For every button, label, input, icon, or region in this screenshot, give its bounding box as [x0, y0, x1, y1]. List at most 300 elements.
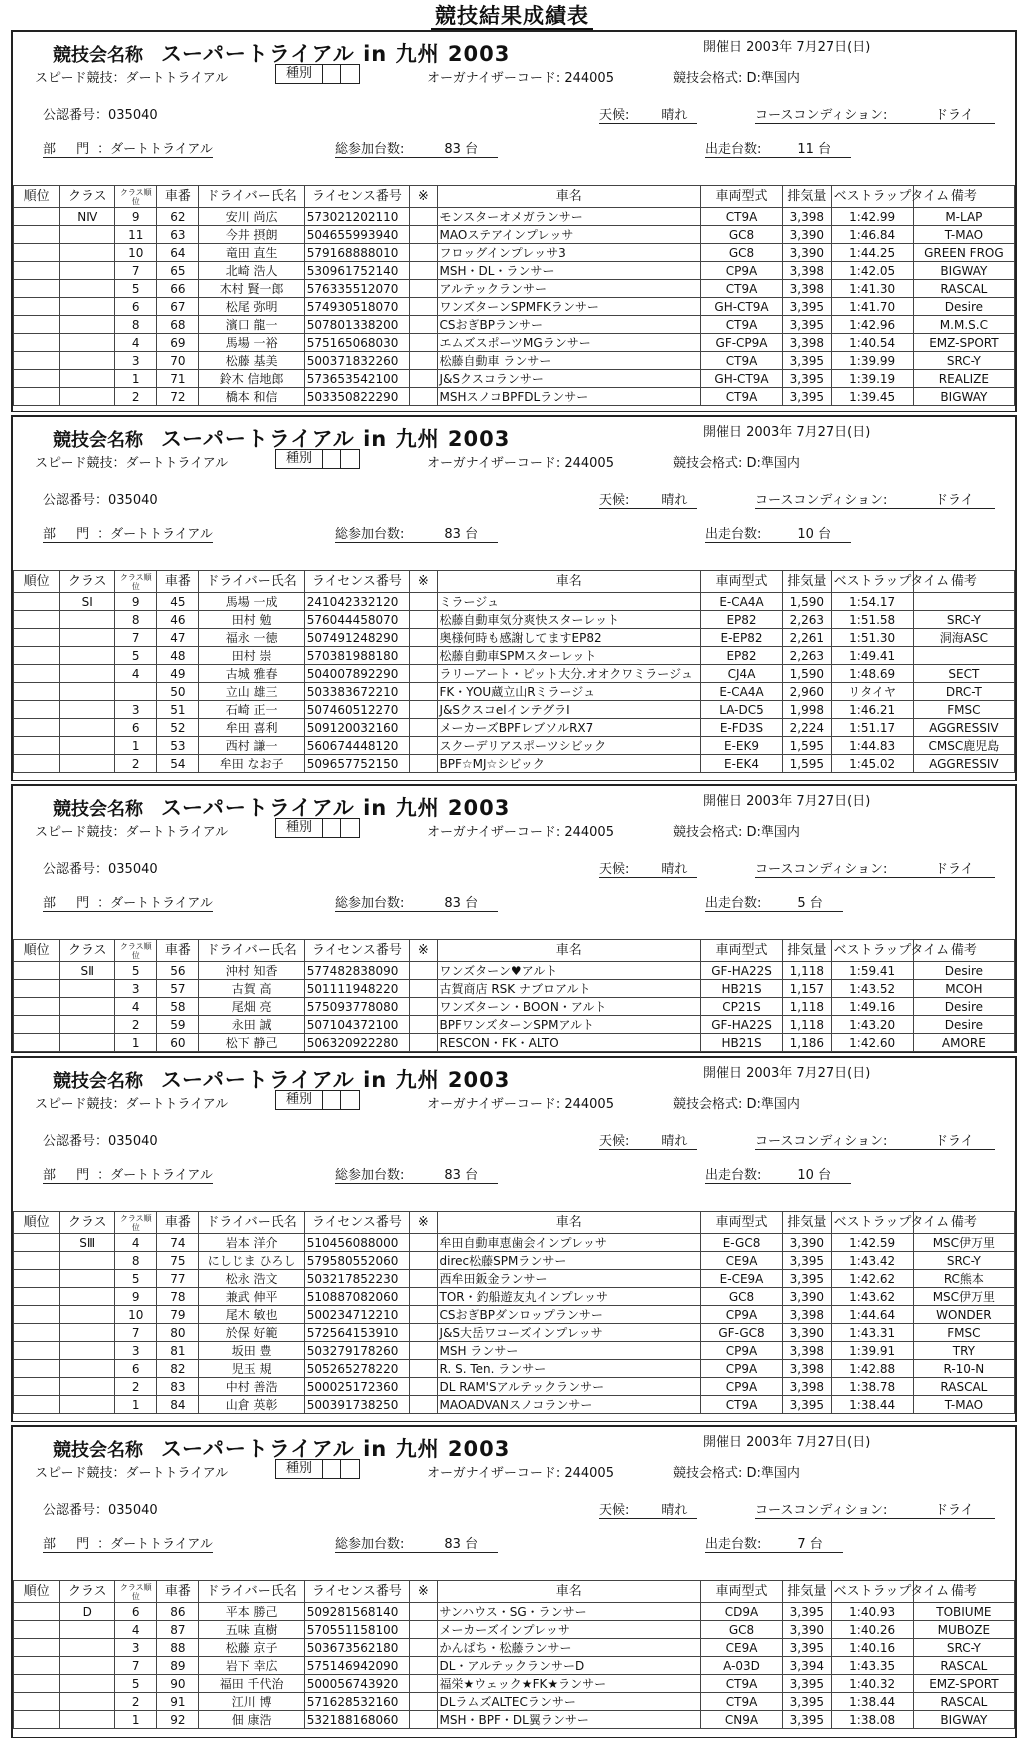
cell-cls	[60, 280, 115, 298]
cell-no: 91	[157, 1693, 199, 1711]
cell-lic: 510456088000	[304, 1234, 409, 1252]
event-name: スーパートライアル in 九州 2003	[161, 1437, 511, 1461]
cell-car: FK・YOU蔵立山Rミラージュ	[437, 683, 700, 701]
cell-lic: 576044458070	[304, 611, 409, 629]
total-entries	[335, 138, 498, 158]
cell-model: GC8	[700, 1621, 782, 1639]
cell-rank	[14, 1306, 60, 1324]
cell-rank	[14, 998, 60, 1016]
cell-no: 62	[157, 208, 199, 226]
kind-cell	[323, 450, 341, 468]
cell-cc: 1,590	[783, 593, 831, 611]
column-header-car-no: 車番	[157, 940, 199, 962]
cell-no: 77	[157, 1270, 199, 1288]
cell-lic: 504007892290	[304, 665, 409, 683]
cell-time: 1:46.84	[831, 226, 913, 244]
cell-rank	[14, 737, 60, 755]
table-row	[14, 683, 1015, 701]
cell-lic: 575146942090	[304, 1657, 409, 1675]
cell-rem: DRC-T	[913, 683, 1014, 701]
column-header-rank: 順位	[14, 1212, 60, 1234]
cell-rank	[14, 1396, 60, 1414]
kind-box	[275, 449, 360, 469]
cell-driver: 木村 賢一郎	[199, 280, 304, 298]
cell-rem: RASCAL	[913, 1693, 1014, 1711]
kind-cell	[341, 450, 359, 468]
event-label: 競技会名称	[53, 1440, 143, 1461]
course-condition	[755, 489, 995, 509]
cell-rem: BIGWAY	[913, 1711, 1014, 1729]
cell-cls: SⅡ	[60, 962, 115, 980]
cell-model: E-CA4A	[700, 683, 782, 701]
cell-rem: CMSC鹿児島	[913, 737, 1014, 755]
cell-car: モンスターオメガランサー	[437, 208, 700, 226]
cell-cls	[60, 1324, 115, 1342]
cell-cls	[60, 334, 115, 352]
cell-cls	[60, 1639, 115, 1657]
cell-cls: SⅠ	[60, 593, 115, 611]
cell-no: 87	[157, 1621, 199, 1639]
column-header-car-name: 車名	[437, 186, 700, 208]
cell-model: CT9A	[700, 1396, 782, 1414]
cell-no: 81	[157, 1342, 199, 1360]
results-section	[11, 415, 1017, 781]
cell-rank	[14, 370, 60, 388]
course-value: ドライ	[935, 493, 974, 508]
cell-cc: 1,595	[783, 737, 831, 755]
cell-cc: 3,395	[783, 370, 831, 388]
cell-mark	[410, 1675, 437, 1693]
total-value: 83 台	[444, 527, 479, 542]
cell-cc: 3,395	[783, 1252, 831, 1270]
cell-no: 88	[157, 1639, 199, 1657]
cell-car: DLラムズALTECランサー	[437, 1693, 700, 1711]
cell-cr: 3	[115, 1342, 157, 1360]
cell-lic: 571628532160	[304, 1693, 409, 1711]
cell-model: E-FD3S	[700, 719, 782, 737]
results-section	[11, 1056, 1017, 1422]
cell-cc: 1,186	[783, 1034, 831, 1052]
kind-cell	[341, 65, 359, 83]
cell-mark	[410, 980, 437, 998]
kind-box	[275, 1459, 360, 1479]
cell-no: 86	[157, 1603, 199, 1621]
cell-cr: 10	[115, 1306, 157, 1324]
cell-driver: 沖村 知香	[199, 962, 304, 980]
cell-model: E-CE9A	[700, 1270, 782, 1288]
cell-time: 1:43.62	[831, 1288, 913, 1306]
cell-cr: 8	[115, 316, 157, 334]
cell-time: 1:43.20	[831, 1016, 913, 1034]
cell-lic: 500391738250	[304, 1396, 409, 1414]
table-header-row	[14, 571, 1015, 593]
cell-rem: RC熊本	[913, 1270, 1014, 1288]
total-entries	[335, 1533, 498, 1553]
table-row	[14, 1360, 1015, 1378]
column-header-rank: 順位	[14, 1581, 60, 1603]
weather-value: 晴れ	[661, 108, 688, 123]
cell-cls	[60, 719, 115, 737]
cell-no: 57	[157, 980, 199, 998]
cell-rem: Desire	[913, 998, 1014, 1016]
cell-rank	[14, 280, 60, 298]
kind-cell	[323, 819, 341, 837]
column-header-cc: 排気量	[783, 571, 831, 593]
cell-lic: 507801338200	[304, 316, 409, 334]
cell-cc: 3,398	[783, 262, 831, 280]
course-value: ドライ	[935, 862, 974, 877]
cell-cr: 11	[115, 226, 157, 244]
cell-cc: 3,390	[783, 1234, 831, 1252]
cell-no: 69	[157, 334, 199, 352]
cell-no: 60	[157, 1034, 199, 1052]
cell-cls	[60, 701, 115, 719]
cell-time: 1:43.31	[831, 1324, 913, 1342]
cell-driver: 石崎 正一	[199, 701, 304, 719]
event-label: 競技会名称	[53, 1071, 143, 1092]
cell-time: 1:42.60	[831, 1034, 913, 1052]
cell-lic: 503673562180	[304, 1639, 409, 1657]
column-header-best-lap: ベストラップタイム	[831, 940, 913, 962]
department-value: ：ダートトライアル	[97, 896, 213, 911]
cell-cr: 3	[115, 1639, 157, 1657]
cell-mark	[410, 1693, 437, 1711]
total-entries	[335, 892, 498, 912]
course-condition	[755, 104, 995, 124]
cell-cr: 9	[115, 1288, 157, 1306]
cell-model: GC8	[700, 1288, 782, 1306]
event-date: 開催日 2003年 7月27日(日)	[703, 794, 871, 809]
table-row	[14, 334, 1015, 352]
cell-car: BPF☆MJ☆シビック	[437, 755, 700, 773]
event-format: 競技会格式: D:準国内	[673, 1097, 800, 1112]
column-header-cc: 排気量	[783, 1581, 831, 1603]
cell-no: 89	[157, 1657, 199, 1675]
cell-mark	[410, 388, 437, 406]
column-header-class: クラス	[60, 186, 115, 208]
cell-mark	[410, 1016, 437, 1034]
column-header-car-no: 車番	[157, 1212, 199, 1234]
cell-mark	[410, 262, 437, 280]
cell-no: 84	[157, 1396, 199, 1414]
cell-driver: 古城 雅春	[199, 665, 304, 683]
cell-lic: 505265278220	[304, 1360, 409, 1378]
weather-label: 天候:	[599, 1503, 630, 1518]
cell-mark	[410, 316, 437, 334]
weather	[599, 1499, 697, 1519]
cell-mark	[410, 1396, 437, 1414]
table-row	[14, 1693, 1015, 1711]
column-header-remarks: 備考	[913, 940, 1014, 962]
cell-cls	[60, 980, 115, 998]
cell-rem: AMORE	[913, 1034, 1014, 1052]
event-format: 競技会格式: D:準国内	[673, 456, 800, 471]
cell-rem: 洞海ASC	[913, 629, 1014, 647]
cell-cls	[60, 1034, 115, 1052]
cell-rank	[14, 352, 60, 370]
column-header-class: クラス	[60, 1212, 115, 1234]
speed-category: スピード競技：ダートトライアル	[35, 825, 229, 840]
cell-cc: 3,398	[783, 208, 831, 226]
cell-rem: MSC伊万里	[913, 1234, 1014, 1252]
cell-car: エムズスポーツMGランサー	[437, 334, 700, 352]
cell-cc: 2,261	[783, 629, 831, 647]
cell-model: GH-CT9A	[700, 298, 782, 316]
column-header-best-lap: ベストラップタイム	[831, 1581, 913, 1603]
cell-model: CP9A	[700, 1342, 782, 1360]
cell-rem: EMZ-SPORT	[913, 1675, 1014, 1693]
course-value: ドライ	[935, 108, 974, 123]
cell-driver: 山倉 英彰	[199, 1396, 304, 1414]
cell-driver: 中村 善浩	[199, 1378, 304, 1396]
cell-time: 1:45.02	[831, 755, 913, 773]
cell-mark	[410, 593, 437, 611]
cell-rank	[14, 1711, 60, 1729]
cell-cls	[60, 244, 115, 262]
cell-cc: 1,118	[783, 1016, 831, 1034]
cell-lic: 500234712210	[304, 1306, 409, 1324]
cell-model: LA-DC5	[700, 701, 782, 719]
cell-lic: 573653542100	[304, 370, 409, 388]
column-header-class: クラス	[60, 571, 115, 593]
cell-driver: 佃 康浩	[199, 1711, 304, 1729]
column-header-remarks: 備考	[913, 1581, 1014, 1603]
cell-cc: 2,224	[783, 719, 831, 737]
department-value: ：ダートトライアル	[97, 1537, 213, 1552]
permit-number: 公認番号：035040	[43, 108, 158, 123]
cell-time: 1:40.93	[831, 1603, 913, 1621]
cell-cr: 5	[115, 962, 157, 980]
cell-no: 47	[157, 629, 199, 647]
starters-count	[705, 523, 851, 543]
cell-rem	[913, 593, 1014, 611]
cell-cc: 3,390	[783, 226, 831, 244]
results-table	[13, 570, 1015, 773]
cell-cls	[60, 1396, 115, 1414]
cell-rank	[14, 1342, 60, 1360]
cell-cr: 5	[115, 1675, 157, 1693]
table-row	[14, 629, 1015, 647]
starters-count	[705, 138, 851, 158]
cell-model: HB21S	[700, 1034, 782, 1052]
cell-lic: 506320922280	[304, 1034, 409, 1052]
cell-rem: T-MAO	[913, 1396, 1014, 1414]
cell-driver: 尾木 敏也	[199, 1306, 304, 1324]
column-header-best-lap: ベストラップタイム	[831, 186, 913, 208]
weather-value: 晴れ	[661, 493, 688, 508]
table-row	[14, 1324, 1015, 1342]
cell-driver: 岩下 幸広	[199, 1657, 304, 1675]
cell-cr: 2	[115, 755, 157, 773]
table-row	[14, 1306, 1015, 1324]
cell-car: ワンズターンSPMFKランサー	[437, 298, 700, 316]
column-header-license: ライセンス番号	[304, 1212, 409, 1234]
kind-cell	[323, 1460, 341, 1478]
cell-mark	[410, 1342, 437, 1360]
column-header-cc: 排気量	[783, 940, 831, 962]
cell-cc: 3,398	[783, 1378, 831, 1396]
cell-model: E-EK9	[700, 737, 782, 755]
cell-car: ワンズターン♥アルト	[437, 962, 700, 980]
cell-mark	[410, 370, 437, 388]
cell-rank	[14, 1657, 60, 1675]
total-label: 総参加台数:	[335, 1168, 405, 1183]
cell-time: 1:39.45	[831, 388, 913, 406]
cell-model: E-EK4	[700, 755, 782, 773]
cell-rem: MCOH	[913, 980, 1014, 998]
cell-cls	[60, 998, 115, 1016]
kind-box	[275, 818, 360, 838]
cell-lic: 500056743920	[304, 1675, 409, 1693]
event-label: 競技会名称	[53, 799, 143, 820]
cell-cr: 1	[115, 1034, 157, 1052]
speed-category: スピード競技：ダートトライアル	[35, 456, 229, 471]
table-row	[14, 1621, 1015, 1639]
department	[43, 1533, 213, 1553]
cell-cr: 3	[115, 980, 157, 998]
cell-car: 牟田自動車恵歯会インプレッサ	[437, 1234, 700, 1252]
cell-rank	[14, 1016, 60, 1034]
cell-lic: 572564153910	[304, 1324, 409, 1342]
column-header-rank: 順位	[14, 186, 60, 208]
starters-label: 出走台数:	[705, 527, 762, 542]
cell-rem	[913, 647, 1014, 665]
cell-model: CD9A	[700, 1603, 782, 1621]
cell-time: 1:38.78	[831, 1378, 913, 1396]
cell-time: 1:43.52	[831, 980, 913, 998]
cell-lic: 573021202110	[304, 208, 409, 226]
cell-rem: BIGWAY	[913, 262, 1014, 280]
cell-rank	[14, 1621, 60, 1639]
cell-mark	[410, 298, 437, 316]
cell-time: 1:39.99	[831, 352, 913, 370]
course-condition	[755, 1499, 995, 1519]
cell-no: 54	[157, 755, 199, 773]
table-header-row	[14, 186, 1015, 208]
cell-cc: 1,590	[783, 665, 831, 683]
cell-car: 松藤自動車 ランサー	[437, 352, 700, 370]
event-date: 開催日 2003年 7月27日(日)	[703, 40, 871, 55]
cell-driver: 五味 直樹	[199, 1621, 304, 1639]
cell-model: E-CA4A	[700, 593, 782, 611]
weather-value: 晴れ	[661, 1134, 688, 1149]
weather	[599, 1130, 697, 1150]
column-header-driver: ドライバー氏名	[199, 186, 304, 208]
cell-lic: 576335512070	[304, 280, 409, 298]
table-row	[14, 1234, 1015, 1252]
cell-cls	[60, 226, 115, 244]
cell-no: 70	[157, 352, 199, 370]
cell-lic: 570381988180	[304, 647, 409, 665]
cell-time: 1:40.26	[831, 1621, 913, 1639]
cell-driver: 坂田 豊	[199, 1342, 304, 1360]
cell-driver: 松尾 弥明	[199, 298, 304, 316]
cell-driver: 於保 好範	[199, 1324, 304, 1342]
cell-rank	[14, 1252, 60, 1270]
weather	[599, 858, 697, 878]
cell-driver: 児玉 規	[199, 1360, 304, 1378]
table-header-row	[14, 1581, 1015, 1603]
cell-time: リタイヤ	[831, 683, 913, 701]
cell-model: GF-HA22S	[700, 962, 782, 980]
cell-car: かんぱち・松藤ランサー	[437, 1639, 700, 1657]
cell-rank	[14, 1639, 60, 1657]
event-format: 競技会格式: D:準国内	[673, 71, 800, 86]
starters-count	[705, 892, 843, 912]
cell-mark	[410, 1657, 437, 1675]
cell-time: 1:51.58	[831, 611, 913, 629]
cell-cls	[60, 665, 115, 683]
cell-mark	[410, 1378, 437, 1396]
cell-lic: 574930518070	[304, 298, 409, 316]
kind-cell	[341, 819, 359, 837]
cell-no: 74	[157, 1234, 199, 1252]
cell-driver: 平本 勝己	[199, 1603, 304, 1621]
cell-car: RESCON・FK・ALTO	[437, 1034, 700, 1052]
table-row	[14, 208, 1015, 226]
cell-lic: 532188168060	[304, 1711, 409, 1729]
results-table	[13, 185, 1015, 406]
cell-car: MAOADVANスノコランサー	[437, 1396, 700, 1414]
column-header-mark: ※	[410, 940, 437, 962]
cell-cls	[60, 1342, 115, 1360]
results-table	[13, 939, 1015, 1052]
course-label: コースコンディション:	[755, 1503, 888, 1518]
cell-cr: 1	[115, 1396, 157, 1414]
cell-rank	[14, 1378, 60, 1396]
cell-car: J&S大岳ワコーズインプレッサ	[437, 1324, 700, 1342]
weather-value: 晴れ	[661, 1503, 688, 1518]
cell-cr: 10	[115, 244, 157, 262]
cell-rem: AGGRESSIV	[913, 719, 1014, 737]
course-condition	[755, 1130, 995, 1150]
department-value: ：ダートトライアル	[97, 142, 213, 157]
cell-cc: 3,390	[783, 1324, 831, 1342]
cell-car: DL・アルテックランサーD	[437, 1657, 700, 1675]
cell-cls	[60, 262, 115, 280]
cell-cr: 6	[115, 1360, 157, 1378]
cell-cc: 3,398	[783, 1342, 831, 1360]
column-header-mark: ※	[410, 1581, 437, 1603]
cell-cc: 1,595	[783, 755, 831, 773]
cell-rank	[14, 1360, 60, 1378]
event-name: スーパートライアル in 九州 2003	[161, 427, 511, 451]
cell-driver: 松下 静己	[199, 1034, 304, 1052]
weather-label: 天候:	[599, 1134, 630, 1149]
cell-no: 78	[157, 1288, 199, 1306]
cell-lic: 503279178260	[304, 1342, 409, 1360]
cell-cls	[60, 737, 115, 755]
cell-no: 67	[157, 298, 199, 316]
cell-rem: FMSC	[913, 701, 1014, 719]
course-value: ドライ	[935, 1134, 974, 1149]
cell-driver: 西村 謙一	[199, 737, 304, 755]
cell-no: 79	[157, 1306, 199, 1324]
cell-rank	[14, 1288, 60, 1306]
cell-cc: 3,395	[783, 1396, 831, 1414]
department-label: 部 門	[43, 1168, 98, 1183]
total-label: 総参加台数:	[335, 896, 405, 911]
cell-car: MSH ランサー	[437, 1342, 700, 1360]
cell-driver: 古賀 高	[199, 980, 304, 998]
cell-no: 64	[157, 244, 199, 262]
department	[43, 138, 213, 158]
cell-cr: 4	[115, 1234, 157, 1252]
cell-cr: 1	[115, 737, 157, 755]
column-header-driver: ドライバー氏名	[199, 571, 304, 593]
cell-cls	[60, 1657, 115, 1675]
cell-model: CP9A	[700, 1378, 782, 1396]
